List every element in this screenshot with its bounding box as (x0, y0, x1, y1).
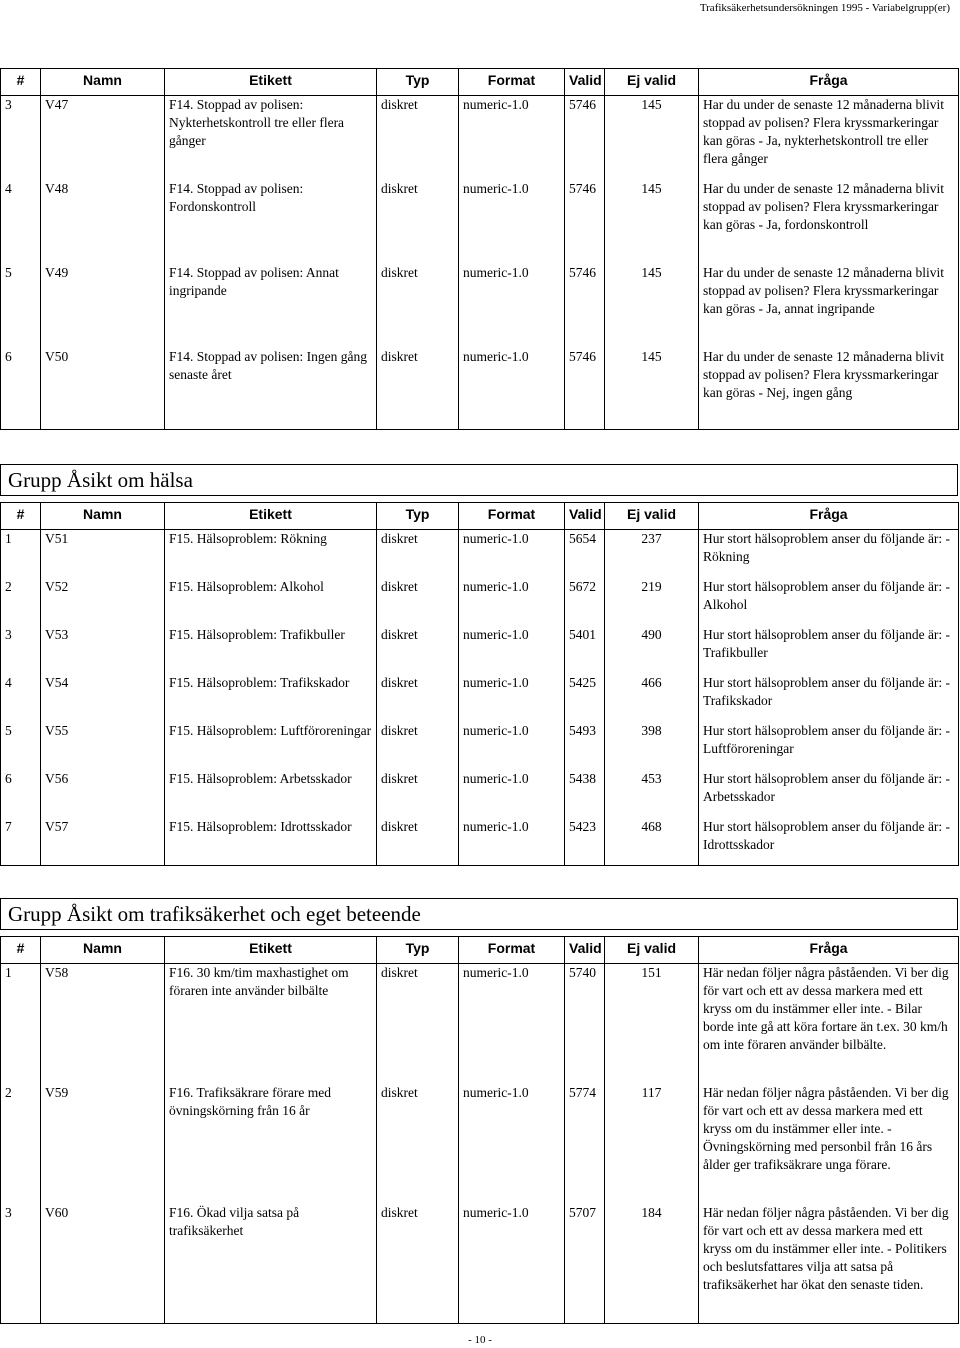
cell-type: diskret (377, 770, 459, 818)
cell-type: diskret (377, 96, 459, 180)
cell-num: 6 (1, 348, 41, 430)
cell-valid: 5672 (565, 578, 605, 626)
cell-valid: 5746 (565, 180, 605, 264)
cell-invalid: 237 (605, 530, 699, 578)
header-question: Fråga (699, 503, 959, 530)
cell-question: Hur stort hälsoproblem anser du följande är: - Arbetsskador (699, 770, 959, 818)
header-invalid: Ej valid (605, 503, 699, 530)
table-row (1, 964, 959, 1084)
cell-question: Hur stort hälsoproblem anser du följande är: - Trafikskador (699, 674, 959, 722)
cell-format: numeric-1.0 (459, 578, 565, 626)
header-valid: Valid (565, 69, 605, 96)
cell-label: F14. Stoppad av polisen: Nykterhetskontroll tre eller flera gånger (165, 96, 377, 180)
header-question: Fråga (699, 937, 959, 964)
cell-type: diskret (377, 348, 459, 430)
cell-question: Här nedan följer några påståenden. Vi ber dig för vart och ett av dessa markera med ett kryss om du instämmer eller inte. - Politikers och beslutsfattares vilja att satsa på trafiksäkerhet har ökat den senaste tiden. (699, 1204, 959, 1324)
cell-num: 5 (1, 722, 41, 770)
header-invalid: Ej valid (605, 69, 699, 96)
cell-invalid: 145 (605, 96, 699, 180)
cell-name: V53 (41, 626, 165, 674)
cell-invalid: 468 (605, 818, 699, 866)
cell-label: F16. 30 km/tim maxhastighet om föraren inte använder bilbälte (165, 964, 377, 1084)
cell-label: F14. Stoppad av polisen: Fordonskontroll (165, 180, 377, 264)
cell-format: numeric-1.0 (459, 96, 565, 180)
table-row (1, 818, 959, 866)
cell-num: 2 (1, 578, 41, 626)
cell-valid: 5740 (565, 964, 605, 1084)
table-header-row (1, 937, 959, 964)
cell-num: 5 (1, 264, 41, 348)
cell-invalid: 398 (605, 722, 699, 770)
cell-invalid: 490 (605, 626, 699, 674)
cell-type: diskret (377, 264, 459, 348)
cell-format: numeric-1.0 (459, 674, 565, 722)
cell-invalid: 466 (605, 674, 699, 722)
cell-name: V57 (41, 818, 165, 866)
cell-name: V51 (41, 530, 165, 578)
table-row (1, 180, 959, 264)
variable-table-health (0, 502, 959, 866)
cell-num: 3 (1, 96, 41, 180)
header-type: Typ (377, 503, 459, 530)
running-head: Trafiksäkerhetsundersökningen 1995 - Variabelgrupp(er) (699, 2, 950, 14)
cell-valid: 5746 (565, 96, 605, 180)
cell-question: Har du under de senaste 12 månaderna blivit stoppad av polisen? Flera kryssmarkeringar kan göras - Ja, fordonskontroll (699, 180, 959, 264)
cell-num: 4 (1, 180, 41, 264)
table-header-row (1, 503, 959, 530)
cell-format: numeric-1.0 (459, 1204, 565, 1324)
cell-valid: 5746 (565, 348, 605, 430)
table-row (1, 1204, 959, 1324)
cell-type: diskret (377, 626, 459, 674)
cell-name: V48 (41, 180, 165, 264)
table-row (1, 348, 959, 430)
cell-invalid: 117 (605, 1084, 699, 1204)
cell-question: Hur stort hälsoproblem anser du följande är: - Idrottsskador (699, 818, 959, 866)
cell-invalid: 151 (605, 964, 699, 1084)
section-title-health: Grupp Åsikt om hälsa (0, 464, 958, 496)
cell-question: Här nedan följer några påståenden. Vi ber dig för vart och ett av dessa markera med ett kryss om du instämmer eller inte. - Övningskörning med personbil från 16 års ålder ger trafiksäkrare unga förare. (699, 1084, 959, 1204)
header-label: Etikett (165, 937, 377, 964)
cell-num: 7 (1, 818, 41, 866)
cell-type: diskret (377, 530, 459, 578)
cell-type: diskret (377, 722, 459, 770)
cell-name: V49 (41, 264, 165, 348)
header-format: Format (459, 69, 565, 96)
cell-type: diskret (377, 1084, 459, 1204)
cell-name: V60 (41, 1204, 165, 1324)
cell-invalid: 145 (605, 180, 699, 264)
header-valid: Valid (565, 503, 605, 530)
cell-label: F15. Hälsoproblem: Rökning (165, 530, 377, 578)
cell-question: Har du under de senaste 12 månaderna blivit stoppad av polisen? Flera kryssmarkeringar kan göras - Ja, nykterhetskontroll tre eller flera gånger (699, 96, 959, 180)
cell-type: diskret (377, 180, 459, 264)
header-format: Format (459, 503, 565, 530)
cell-valid: 5423 (565, 818, 605, 866)
cell-num: 3 (1, 1204, 41, 1324)
cell-name: V58 (41, 964, 165, 1084)
table-row (1, 96, 959, 180)
cell-valid: 5774 (565, 1084, 605, 1204)
cell-name: V47 (41, 96, 165, 180)
cell-format: numeric-1.0 (459, 348, 565, 430)
cell-type: diskret (377, 674, 459, 722)
cell-name: V50 (41, 348, 165, 430)
header-label: Etikett (165, 503, 377, 530)
cell-label: F15. Hälsoproblem: Alkohol (165, 578, 377, 626)
cell-format: numeric-1.0 (459, 180, 565, 264)
cell-type: diskret (377, 964, 459, 1084)
cell-name: V54 (41, 674, 165, 722)
cell-invalid: 184 (605, 1204, 699, 1324)
header-name: Namn (41, 69, 165, 96)
cell-valid: 5425 (565, 674, 605, 722)
cell-type: diskret (377, 818, 459, 866)
cell-question: Hur stort hälsoproblem anser du följande är: - Luftföroreningar (699, 722, 959, 770)
cell-num: 4 (1, 674, 41, 722)
cell-label: F15. Hälsoproblem: Trafikskador (165, 674, 377, 722)
header-num: # (1, 937, 41, 964)
cell-valid: 5401 (565, 626, 605, 674)
table-row (1, 530, 959, 578)
header-num: # (1, 69, 41, 96)
cell-valid: 5438 (565, 770, 605, 818)
cell-format: numeric-1.0 (459, 818, 565, 866)
table-row (1, 578, 959, 626)
cell-label: F14. Stoppad av polisen: Ingen gång senaste året (165, 348, 377, 430)
variable-table-police-stops (0, 68, 959, 430)
header-label: Etikett (165, 69, 377, 96)
cell-num: 2 (1, 1084, 41, 1204)
cell-num: 6 (1, 770, 41, 818)
cell-invalid: 219 (605, 578, 699, 626)
cell-type: diskret (377, 1204, 459, 1324)
cell-question: Har du under de senaste 12 månaderna blivit stoppad av polisen? Flera kryssmarkeringar kan göras - Ja, annat ingripande (699, 264, 959, 348)
cell-format: numeric-1.0 (459, 626, 565, 674)
table-row (1, 770, 959, 818)
section-title-traffic-safety: Grupp Åsikt om trafiksäkerhet och eget beteende (0, 898, 958, 930)
cell-type: diskret (377, 578, 459, 626)
cell-format: numeric-1.0 (459, 964, 565, 1084)
cell-label: F16. Trafiksäkrare förare med övningskörning från 16 år (165, 1084, 377, 1204)
cell-label: F15. Hälsoproblem: Idrottsskador (165, 818, 377, 866)
cell-format: numeric-1.0 (459, 1084, 565, 1204)
header-valid: Valid (565, 937, 605, 964)
page-number: - 10 - (468, 1334, 492, 1346)
variable-table-traffic-safety (0, 936, 959, 1324)
cell-valid: 5654 (565, 530, 605, 578)
cell-format: numeric-1.0 (459, 722, 565, 770)
cell-name: V56 (41, 770, 165, 818)
header-num: # (1, 503, 41, 530)
cell-num: 3 (1, 626, 41, 674)
cell-format: numeric-1.0 (459, 264, 565, 348)
table-row (1, 674, 959, 722)
cell-question: Hur stort hälsoproblem anser du följande är: - Trafikbuller (699, 626, 959, 674)
cell-name: V52 (41, 578, 165, 626)
cell-invalid: 453 (605, 770, 699, 818)
cell-invalid: 145 (605, 348, 699, 430)
header-name: Namn (41, 503, 165, 530)
cell-label: F15. Hälsoproblem: Arbetsskador (165, 770, 377, 818)
cell-label: F16. Ökad vilja satsa på trafiksäkerhet (165, 1204, 377, 1324)
header-type: Typ (377, 69, 459, 96)
cell-label: F15. Hälsoproblem: Luftföroreningar (165, 722, 377, 770)
table-header-row (1, 69, 959, 96)
cell-invalid: 145 (605, 264, 699, 348)
cell-label: F14. Stoppad av polisen: Annat ingripande (165, 264, 377, 348)
header-invalid: Ej valid (605, 937, 699, 964)
header-name: Namn (41, 937, 165, 964)
cell-format: numeric-1.0 (459, 530, 565, 578)
cell-label: F15. Hälsoproblem: Trafikbuller (165, 626, 377, 674)
cell-question: Hur stort hälsoproblem anser du följande är: - Rökning (699, 530, 959, 578)
header-format: Format (459, 937, 565, 964)
cell-valid: 5493 (565, 722, 605, 770)
table-row (1, 626, 959, 674)
cell-num: 1 (1, 964, 41, 1084)
cell-question: Har du under de senaste 12 månaderna blivit stoppad av polisen? Flera kryssmarkeringar kan göras - Nej, ingen gång (699, 348, 959, 430)
table-row (1, 1084, 959, 1204)
header-question: Fråga (699, 69, 959, 96)
table-row (1, 722, 959, 770)
cell-question: Hur stort hälsoproblem anser du följande är: - Alkohol (699, 578, 959, 626)
cell-name: V59 (41, 1084, 165, 1204)
cell-valid: 5707 (565, 1204, 605, 1324)
cell-question: Här nedan följer några påståenden. Vi ber dig för vart och ett av dessa markera med ett kryss om du instämmer eller inte. - Bilar borde inte gå att köra fortare än t.ex. 30 km/h om inte föraren använder bilbälte. (699, 964, 959, 1084)
cell-valid: 5746 (565, 264, 605, 348)
cell-name: V55 (41, 722, 165, 770)
header-type: Typ (377, 937, 459, 964)
table-row (1, 264, 959, 348)
cell-format: numeric-1.0 (459, 770, 565, 818)
cell-num: 1 (1, 530, 41, 578)
